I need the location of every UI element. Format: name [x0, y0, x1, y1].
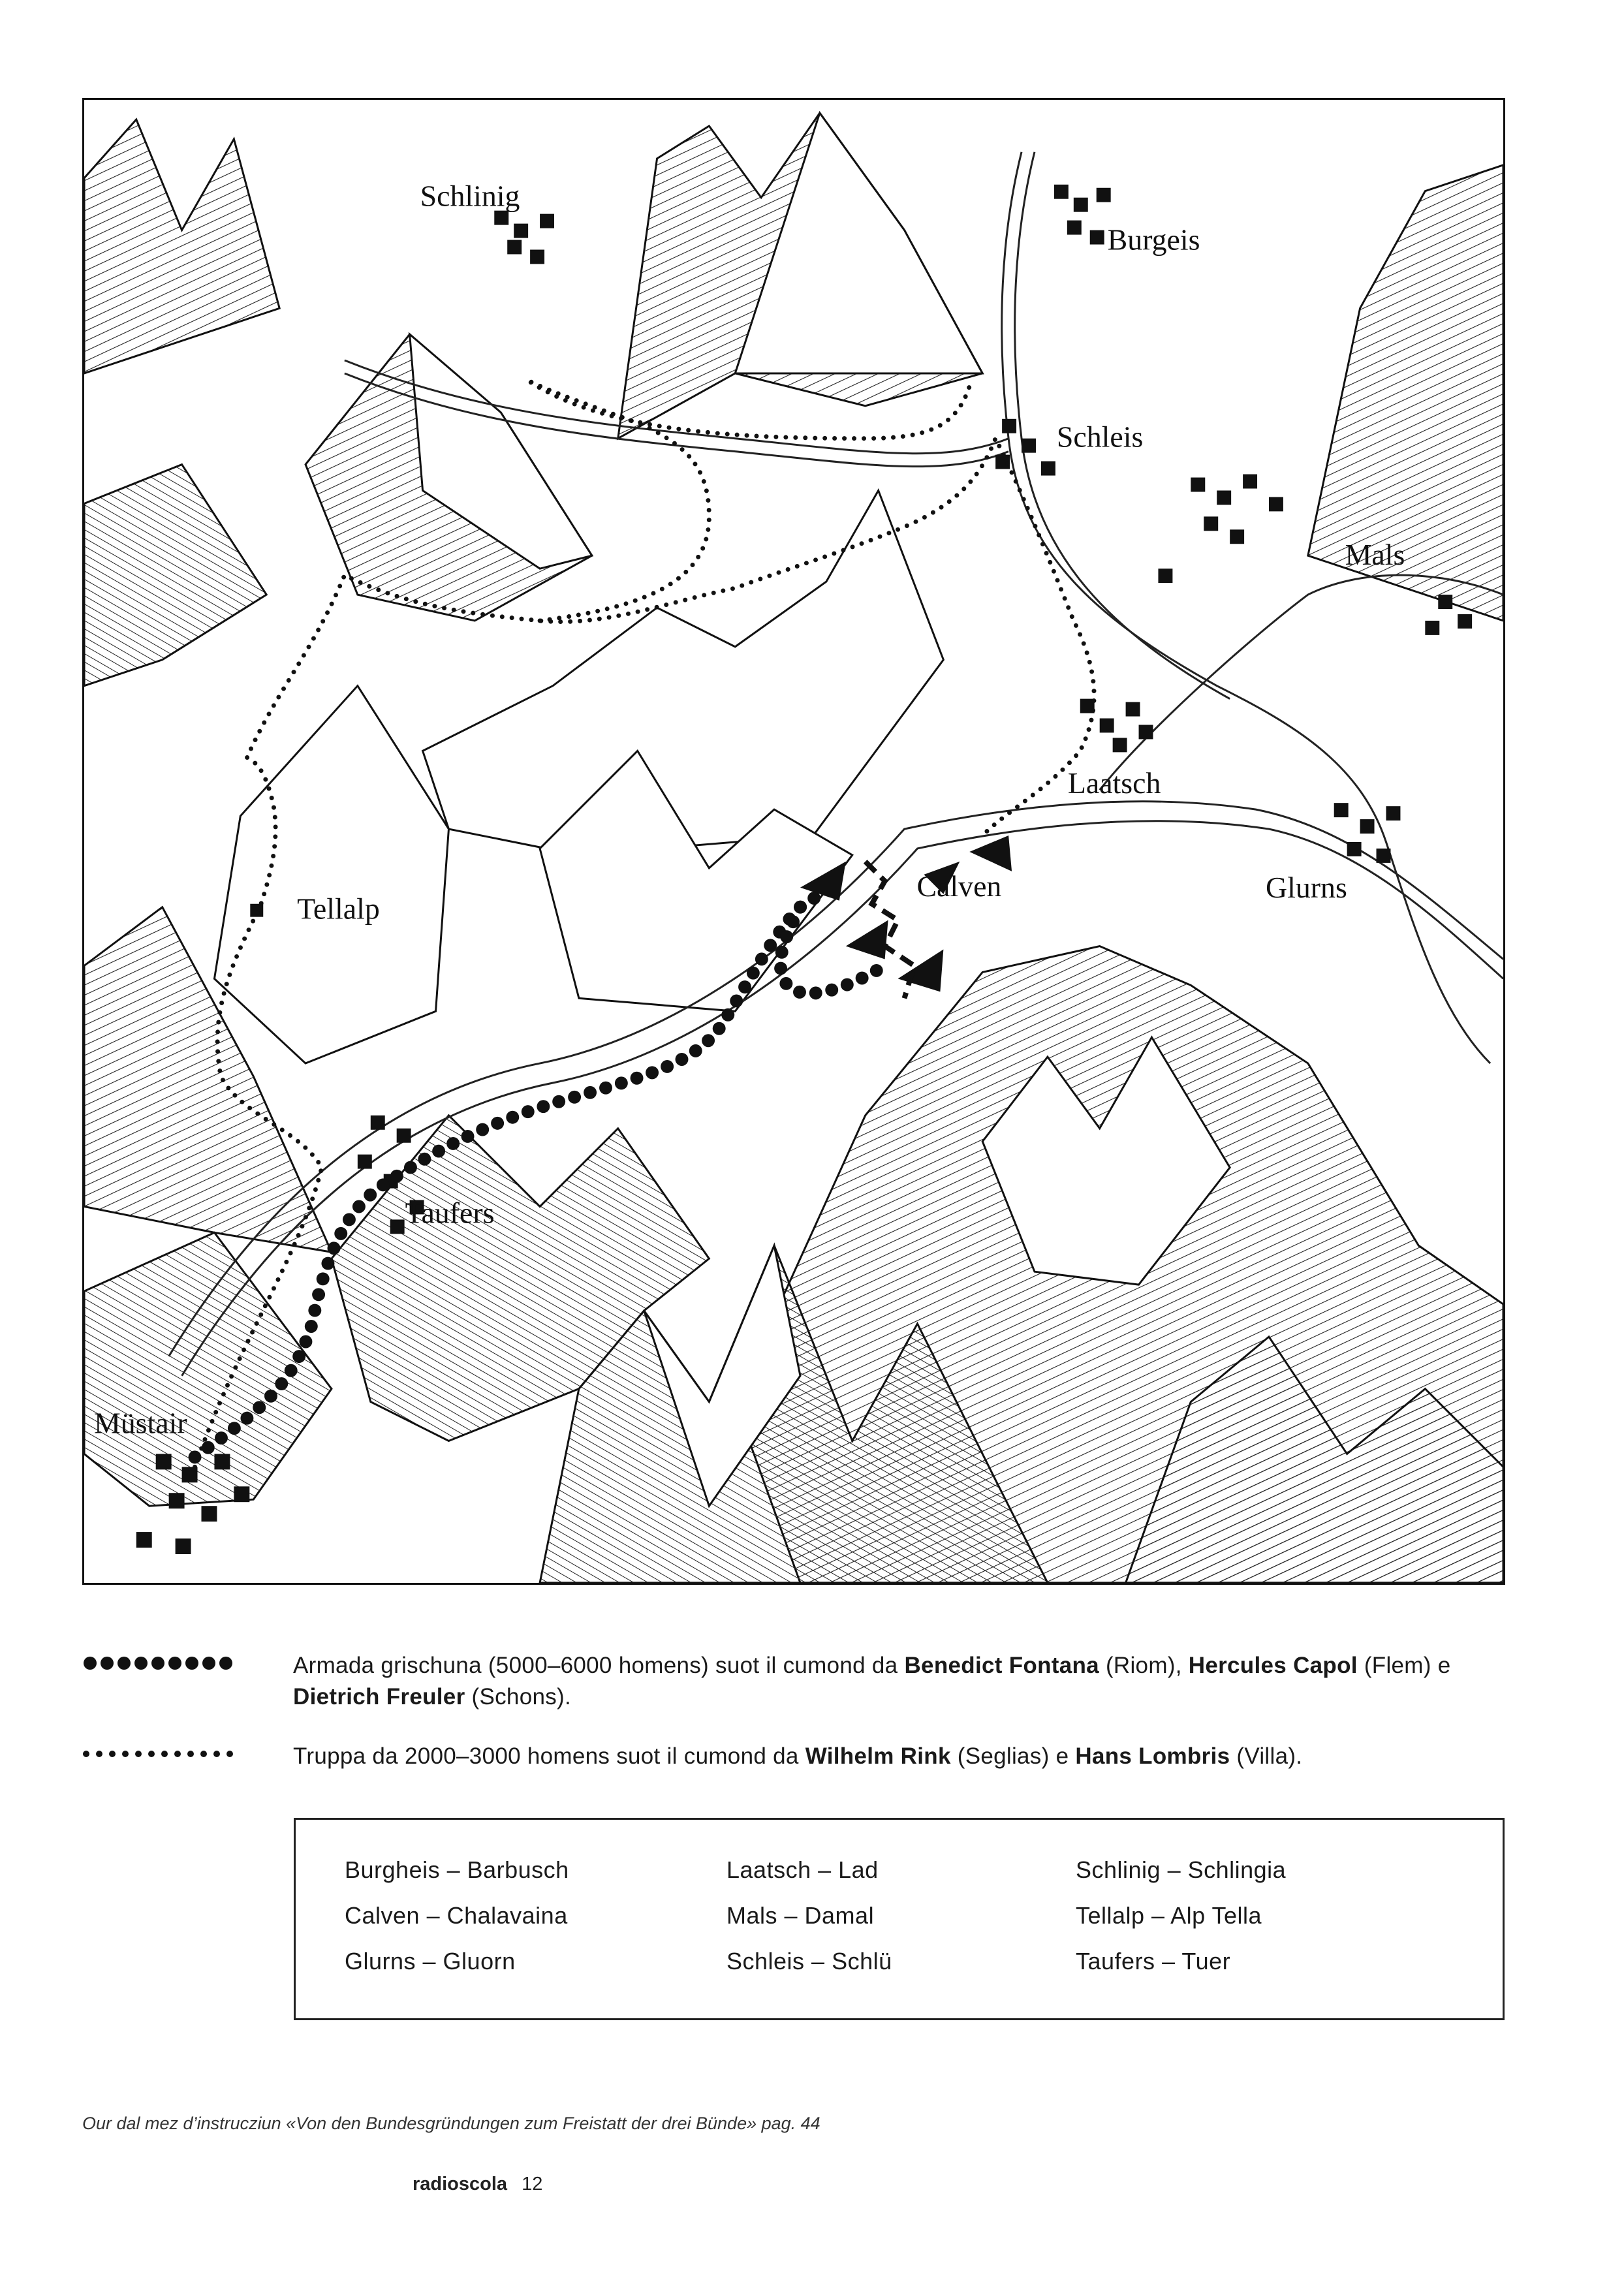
- name-pair: Taufers – Tuer: [1076, 1948, 1231, 1975]
- page-footer: [413, 2174, 542, 2195]
- place-label-mustair: Müstair: [93, 1406, 187, 1440]
- map-drawing: [84, 100, 1503, 1583]
- legend-text-truppa: Truppa da 2000–3000 homens suot il cumond da Wilhelm Rink (Seglias) e Hans Lombris (Villa).: [293, 1743, 1303, 1769]
- legend-text-armada: Armada grischuna (5000–6000 homens) suot il cumond da Benedict Fontana (Riom), Hercules Capol (Flem) e Dietrich Freuler (Schons).: [293, 1653, 1451, 1710]
- name-pair: Laatsch – Lad: [726, 1856, 879, 1883]
- name-pair: Burgheis – Barbusch: [345, 1856, 569, 1883]
- place-label-schleis: Schleis: [1056, 420, 1144, 454]
- names-column-2: [726, 1847, 892, 1984]
- footer-brand: radioscola: [413, 2174, 508, 2194]
- place-label-glurns: Glurns: [1266, 870, 1347, 904]
- place-label-laatsch: Laatsch: [1067, 766, 1161, 800]
- name-pair: Tellalp – Alp Tella: [1076, 1902, 1262, 1929]
- place-label-schlinig: Schlinig: [420, 179, 520, 213]
- place-label-burgeis: Burgeis: [1107, 223, 1200, 257]
- place-label-taufers: Taufers: [405, 1196, 495, 1230]
- legend-symbol-small-dots: [82, 1741, 245, 1767]
- place-name-translations: [294, 1818, 1505, 2020]
- map-illustration: [82, 98, 1505, 1585]
- place-label-calven: Calven: [916, 869, 1002, 903]
- place-label-tellalp: Tellalp: [297, 892, 380, 926]
- names-column-3: [1076, 1847, 1286, 1984]
- name-pair: Mals – Damal: [726, 1902, 875, 1929]
- name-pair: Schlinig – Schlingia: [1076, 1856, 1287, 1883]
- source-caption: Our dal mez d’instrucziun «Von den Bundesgründungen zum Freistatt der drei Bünde» pag. 44: [82, 2114, 820, 2133]
- name-pair: Glurns – Gluorn: [345, 1948, 516, 1975]
- page-number: 12: [522, 2174, 543, 2194]
- name-pair: Calven – Chalavaina: [345, 1902, 568, 1929]
- legend-symbol-large-dots: [82, 1650, 245, 1676]
- names-column-1: [345, 1847, 569, 1984]
- place-label-mals: Mals: [1345, 538, 1405, 572]
- name-pair: Schleis – Schlü: [726, 1948, 892, 1975]
